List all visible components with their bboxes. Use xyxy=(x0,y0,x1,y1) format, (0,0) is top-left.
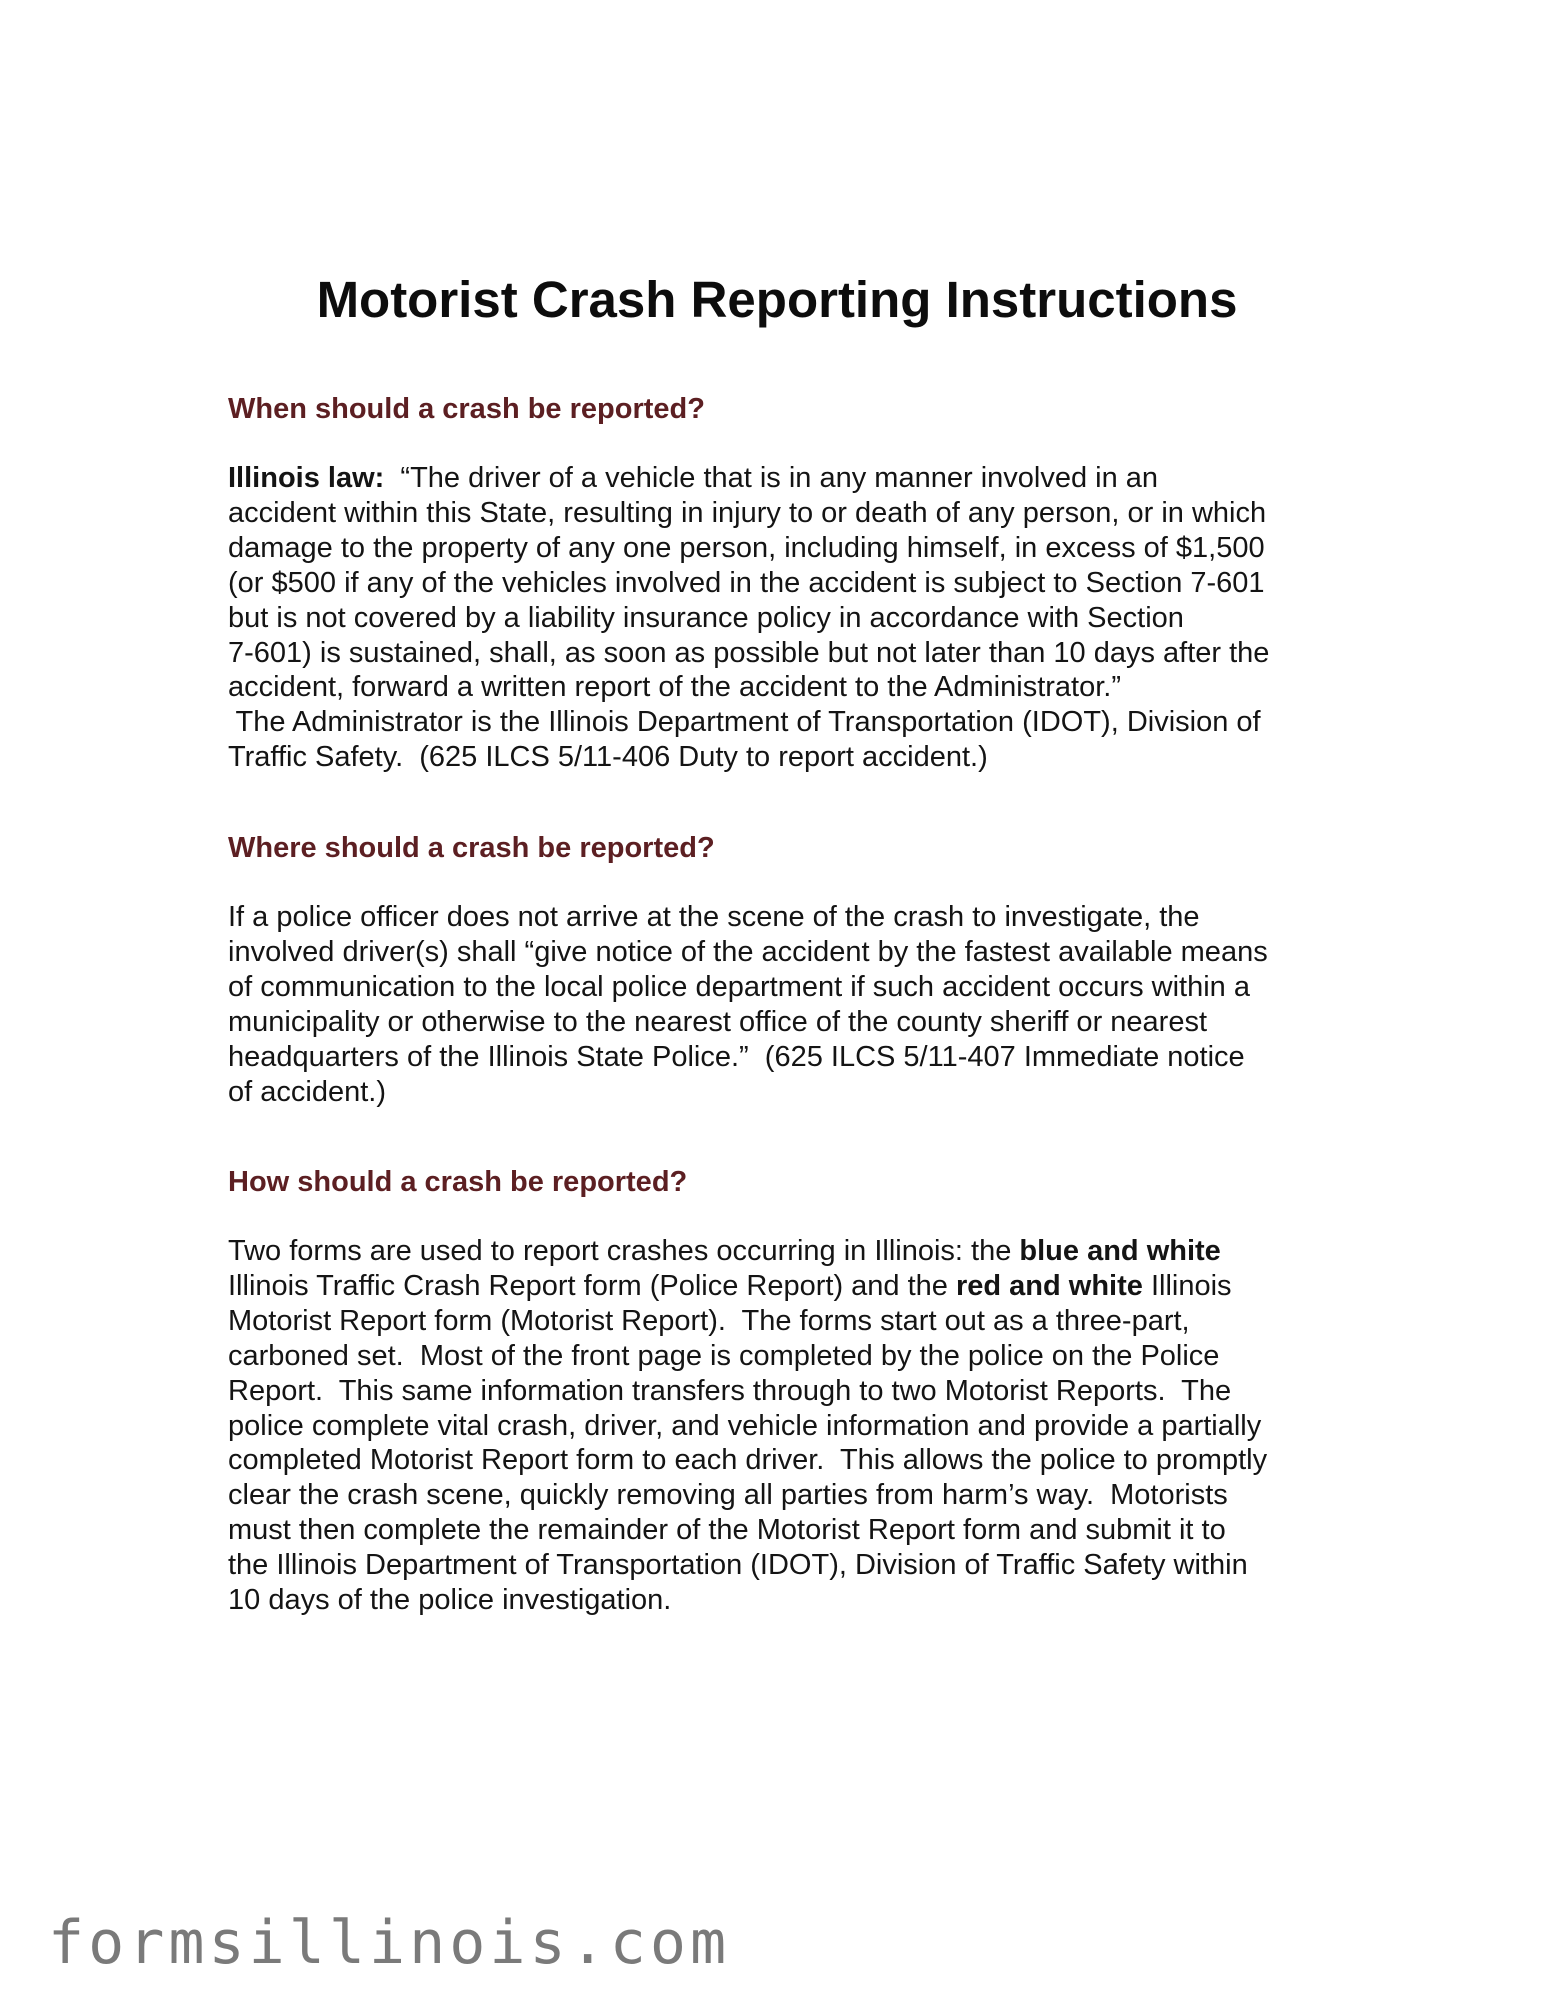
text-run: 10 days of the police investigation. xyxy=(228,1584,672,1617)
paragraph-line xyxy=(228,1005,1348,1040)
paragraph-line xyxy=(228,496,1348,531)
section-heading-where: Where should a crash be reported? xyxy=(228,832,715,864)
paragraph-line xyxy=(228,1513,1348,1548)
bold-text: blue and white xyxy=(1019,1235,1221,1267)
paragraph-line xyxy=(228,601,1348,636)
paragraph-line xyxy=(228,1339,1348,1374)
text-run: Report. This same information transfers through to two Motorist Reports. The xyxy=(228,1374,1232,1407)
text-run: the Illinois Department of Transportation (IDOT), Division of Traffic Safety within xyxy=(228,1549,1248,1582)
text-run: Illinois Traffic Crash Report form (Police Report) and the xyxy=(228,1269,956,1302)
paragraph-line xyxy=(228,1583,1348,1618)
text-run: Traffic Safety. (625 ILCS 5/11-406 Duty to report accident.) xyxy=(228,741,988,774)
paragraph-line xyxy=(228,636,1348,671)
text-run: of communication to the local police department if such accident occurs within a xyxy=(228,970,1250,1003)
paragraph-line xyxy=(228,740,1348,775)
text-run: damage to the property of any one person, including himself, in excess of $1,500 xyxy=(228,531,1265,564)
text-run: municipality or otherwise to the nearest office of the county sheriff or nearest xyxy=(228,1005,1208,1038)
page-title: Motorist Crash Reporting Instructions xyxy=(316,271,1238,328)
text-run: “The driver of a vehicle that is in any manner involved in an xyxy=(384,462,1159,494)
text-run: of accident.) xyxy=(228,1075,386,1108)
paragraph-line xyxy=(228,900,1348,935)
paragraph-line xyxy=(228,1478,1348,1513)
bold-text: Illinois law: xyxy=(228,462,385,494)
text-run: but is not covered by a liability insurance policy in accordance with Section xyxy=(228,601,1184,634)
paragraph-line xyxy=(228,461,1348,496)
paragraph-line xyxy=(228,1443,1348,1478)
text-run: accident, forward a written report of the accident to the Administrator.” xyxy=(228,671,1121,704)
text-run: clear the crash scene, quickly removing all parties from harm’s way. Motorists xyxy=(228,1479,1228,1512)
section-heading-how: How should a crash be reported? xyxy=(228,1166,688,1198)
text-run: The Administrator is the Illinois Department of Transportation (IDOT), Division of xyxy=(228,706,1261,739)
watermark-logo: formsillinois.com xyxy=(48,1908,731,1978)
text-run: involved driver(s) shall “give notice of the accident by the fastest available means xyxy=(228,935,1268,968)
paragraph-line xyxy=(228,670,1348,705)
paragraph-line xyxy=(228,1548,1348,1583)
bold-text: red and white xyxy=(955,1269,1143,1302)
text-run: police complete vital crash, driver, and vehicle information and provide a partially xyxy=(228,1409,1262,1442)
paragraph-line xyxy=(228,935,1348,970)
paragraph-line xyxy=(228,1269,1348,1304)
paragraph-line xyxy=(228,705,1348,740)
paragraph-line xyxy=(228,566,1348,601)
section-heading-when: When should a crash be reported? xyxy=(228,393,705,425)
paragraph-line xyxy=(228,1374,1348,1409)
text-run: completed Motorist Report form to each driver. This allows the police to promptly xyxy=(228,1444,1268,1477)
text-run: (or $500 if any of the vehicles involved in the accident is subject to Section 7-601 xyxy=(228,566,1265,599)
paragraph-line xyxy=(228,1040,1348,1075)
section-body-where xyxy=(228,900,1348,1109)
paragraph-line xyxy=(228,1409,1348,1444)
text-run: Motorist Report form (Motorist Report). The forms start out as a three-part, xyxy=(228,1304,1190,1337)
section-body-how xyxy=(228,1234,1348,1618)
paragraph-line xyxy=(228,1234,1348,1269)
text-run: headquarters of the Illinois State Police.” (625 ILCS 5/11-407 Immediate notice xyxy=(228,1040,1245,1073)
paragraph-line xyxy=(228,970,1348,1005)
section-body-when xyxy=(228,461,1348,775)
text-run: carboned set. Most of the front page is completed by the police on the Police xyxy=(228,1339,1220,1372)
paragraph-line xyxy=(228,1075,1348,1110)
text-run: Two forms are used to report crashes occurring in Illinois: the xyxy=(228,1235,1020,1267)
paragraph-line xyxy=(228,531,1348,566)
text-run: If a police officer does not arrive at the scene of the crash to investigate, the xyxy=(228,901,1200,933)
paragraph-line xyxy=(228,1304,1348,1339)
text-run: must then complete the remainder of the Motorist Report form and submit it to xyxy=(228,1514,1226,1547)
text-run: accident within this State, resulting in injury to or death of any person, or in which xyxy=(228,496,1267,529)
text-run: Illinois xyxy=(1142,1269,1232,1302)
text-run: 7-601) is sustained, shall, as soon as possible but not later than 10 days after the xyxy=(228,636,1270,669)
